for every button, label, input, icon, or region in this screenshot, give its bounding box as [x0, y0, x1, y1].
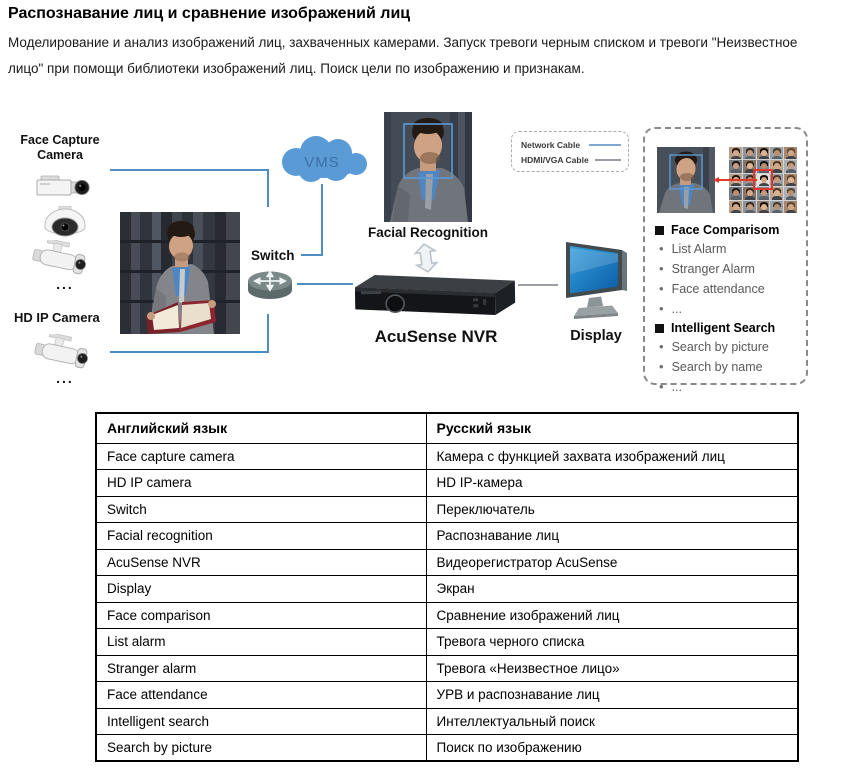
table-cell: Переключатель [426, 496, 798, 523]
mosaic-face-tile [757, 201, 770, 213]
black-square-icon [655, 324, 664, 333]
table-cell: Сравнение изображений лиц [426, 602, 798, 629]
hdmi-vga-cable-label: HDMI/VGA Cable [521, 154, 589, 165]
cable-legend [511, 131, 629, 172]
translation-table-body [96, 443, 798, 761]
table-cell: Switch [96, 496, 426, 523]
table-row [96, 523, 798, 550]
table-cell: УРВ и распознавание лиц [426, 682, 798, 709]
box-camera-icon [33, 172, 91, 202]
mosaic-face-tile [784, 160, 797, 172]
table-cell: List alarm [96, 629, 426, 656]
bullet-icon: • [659, 359, 664, 374]
vms-cloud-text: VMS [304, 154, 340, 171]
table-header-russian: Русский язык [426, 413, 798, 443]
switch-icon [246, 266, 294, 304]
table-cell: Stranger alarm [96, 655, 426, 682]
table-cell: AcuSense NVR [96, 549, 426, 576]
match-connector-line [715, 179, 757, 181]
ellipsis-hd-cameras: ... [56, 370, 74, 386]
table-cell: Экран [426, 576, 798, 603]
table-cell: Face comparison [96, 602, 426, 629]
table-cell: Face attendance [96, 682, 426, 709]
bullet-icon: • [659, 339, 664, 354]
panel-section-title: Face Comparisom [655, 223, 806, 237]
hdmi-vga-cable-line [595, 159, 621, 161]
table-row [96, 629, 798, 656]
display-icon [560, 240, 632, 322]
panel-item: • Search by name [659, 359, 763, 374]
table-cell: Интеллектуальный поиск [426, 708, 798, 735]
nvr-device-icon [355, 266, 517, 320]
table-cell: Intelligent search [96, 708, 426, 735]
translation-table [95, 412, 799, 762]
table-cell: Видеорегистратор AcuSense [426, 549, 798, 576]
table-cell: HD IP-камера [426, 470, 798, 497]
table-cell: Тревога «Неизвестное лицо» [426, 655, 798, 682]
table-row [96, 470, 798, 497]
mosaic-face-tile [784, 187, 797, 199]
facial-recognition-photo [384, 112, 472, 222]
table-cell: Face capture camera [96, 443, 426, 470]
table-header-row [96, 413, 798, 443]
table-cell: Поиск по изображению [426, 735, 798, 762]
facial-recognition-label: Facial Recognition [367, 225, 489, 240]
bullet-icon: • [659, 261, 664, 276]
table-row [96, 496, 798, 523]
table-cell: Тревога черного списка [426, 629, 798, 656]
panel-sections [645, 223, 806, 399]
table-cell: Распознавание лиц [426, 523, 798, 550]
man-reading-photo [120, 212, 240, 334]
panel-section-title: Intelligent Search [655, 321, 806, 335]
bullet-icon: • [659, 241, 664, 256]
panel-item: • List Alarm [659, 241, 727, 256]
panel-item: • Search by picture [659, 339, 769, 354]
table-row [96, 443, 798, 470]
switch-label: Switch [251, 248, 295, 263]
table-header-english: Английский язык [96, 413, 426, 443]
ellipsis-face-cameras: ... [56, 276, 74, 292]
table-cell: Display [96, 576, 426, 603]
table-cell: Камера с функцией захвата изображений лиц [426, 443, 798, 470]
mosaic-face-tile [743, 147, 756, 159]
mosaic-face-tile [770, 147, 783, 159]
table-row [96, 735, 798, 762]
mosaic-face-tile [757, 147, 770, 159]
mosaic-face-tile [729, 201, 742, 213]
network-cable-label: Network Cable [521, 139, 581, 150]
face-capture-camera-label: Face Capture Camera [20, 133, 100, 162]
table-row [96, 602, 798, 629]
network-cable-line [589, 144, 621, 146]
mosaic-face-tile [784, 201, 797, 213]
table-row [96, 708, 798, 735]
panel-item: • Stranger Alarm [659, 261, 755, 276]
mosaic-face-tile [770, 201, 783, 213]
legend-network-cable [521, 137, 621, 152]
mosaic-face-tile [743, 201, 756, 213]
table-row [96, 682, 798, 709]
table-cell: Search by picture [96, 735, 426, 762]
table-row [96, 576, 798, 603]
mosaic-face-tile [729, 160, 742, 172]
display-label: Display [570, 328, 622, 344]
table-cell: HD IP camera [96, 470, 426, 497]
feature-panel [643, 127, 808, 394]
mosaic-face-tile [729, 187, 742, 199]
bullet-icon: • [659, 301, 664, 316]
bullet-icon: • [659, 379, 664, 394]
hd-ip-camera-label: HD IP Camera [14, 310, 100, 325]
bullet-icon: • [659, 281, 664, 296]
mosaic-face-tile [784, 147, 797, 159]
panel-face-photo [657, 147, 715, 213]
dome-camera-icon [43, 206, 87, 238]
panel-item: • Face attendance [659, 281, 765, 296]
nvr-label: AcuSense NVR [374, 327, 498, 346]
mosaic-face-tile [784, 174, 797, 186]
panel-item: • ... [659, 301, 682, 316]
black-square-icon [655, 226, 664, 235]
legend-hdmi-cable [521, 152, 621, 167]
table-row [96, 549, 798, 576]
match-highlight-box [753, 169, 773, 190]
system-diagram [0, 108, 853, 408]
table-cell: Facial recognition [96, 523, 426, 550]
table-row [96, 655, 798, 682]
page-title: Распознавание лиц и сравнение изображений лиц [8, 5, 411, 22]
match-arrow-icon [713, 177, 719, 183]
page-description: Моделирование и анализ изображений лиц, захваченных камерами. Запуск тревоги черным списком и тревоги "Неизвестное лицо" при помощи библиотеки изображений лиц. Поиск цели по изображению и признакам. [8, 35, 798, 76]
mosaic-face-tile [729, 147, 742, 159]
panel-item: • ... [659, 379, 682, 394]
vms-cloud-icon [266, 130, 378, 186]
